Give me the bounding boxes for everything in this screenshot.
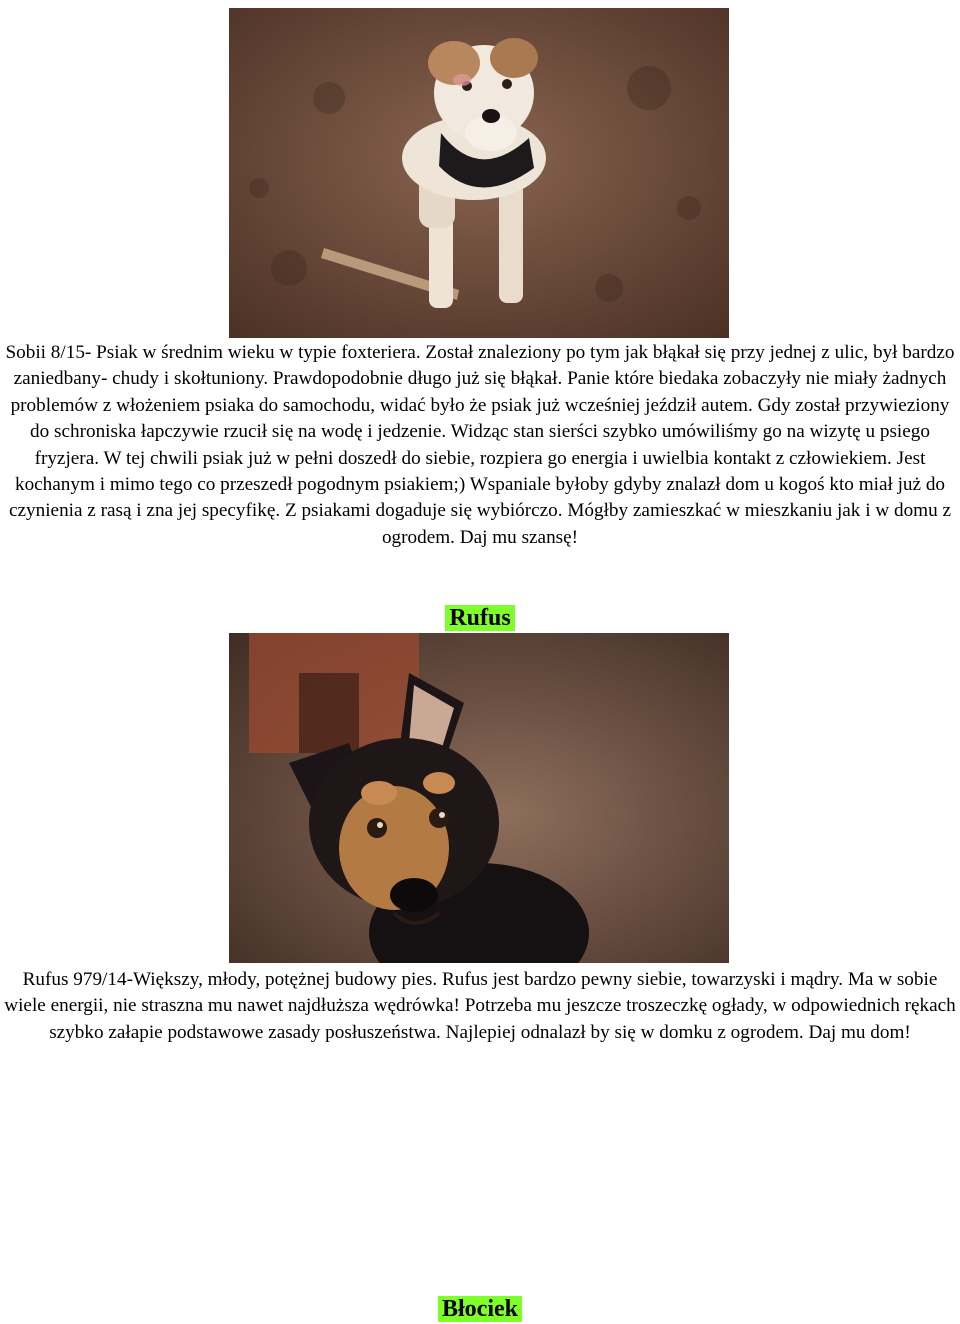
dog-name-heading-rufus [0, 603, 960, 633]
foxterrier-dog-photo [229, 8, 729, 338]
foxterrier-dog-illustration [229, 8, 729, 338]
dog-description-rufus: Rufus 979/14-Większy, młody, potężnej budowy pies. Rufus jest bardzo pewny siebie, towarzyski i mądry. Ma w sobie wiele energii, nie straszna mu nawet najdłuższa wędrówka! Potrzeba mu jeszcze troszeczkę ogłady, w odpowiednich rękach szybko załapie podstawowe zasady posłuszeństwa. Najlepiej odnalazł by się w domku z ogrodem. Daj mu dom! [4, 969, 956, 1043]
rufus-dog-photo [229, 633, 729, 963]
heading-highlight: Błociek [438, 1296, 522, 1322]
dog-description-sobii: Sobii 8/15- Psiak w średnim wieku w typie foxteriera. Został znaleziony po tym jak błąkał się przy jednej z ulic, był bardzo zaniedbany- chudy i skołtuniony. Prawdopodobnie długo już się błąkał. Panie które biedaka zobaczyły nie miały żadnych problemów z włożeniem psiaka do samochodu, widać było że psiak już wcześniej jeździł autem. Gdy został przywieziony do schroniska łapczywie rzucił się na wodę i jedzenie. Widząc stan sierści szybko umówiliśmy go na wizytę u psiego fryzjera. W tej chwili psiak już w pełni doszedł do siebie, rozpiera go energia i uwielbia kontakt z człowiekiem. Jest kochanym i mimo tego co przeszedł pogodnym psiakiem;) Wspaniale byłoby gdyby znalazł dom u kogoś kto miał już do czynienia z rasą i zna jej specyfikę. Z psiakami dogaduje się wybiórczo. Mógłby zamieszkać w mieszkaniu jak i w domu z ogrodem. Daj mu szansę! [5, 342, 955, 548]
dog-name-heading-blociek [0, 1294, 960, 1324]
heading-highlight: Rufus [445, 605, 514, 631]
rufus-dog-illustration [229, 633, 729, 963]
